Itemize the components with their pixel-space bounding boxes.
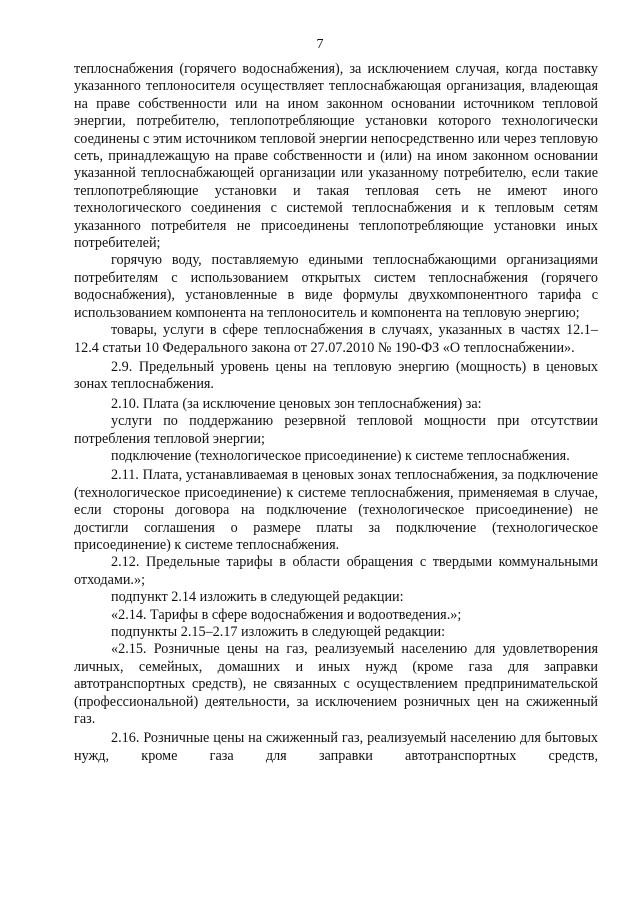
document-body — [74, 61, 598, 765]
paragraph-reserve-capacity: услуги по поддержанию резервной тепловой мощности при отсутствии потребления тепловой энергии; — [74, 413, 598, 447]
paragraph-heat-carrier-continuation: теплоснабжения (горячего водоснабжения), за исключением случая, когда поставку указанного теплоносителя осуществляет теплоснабжающая организация, владеющая на праве собственности или на ином законном основании источником тепловой энергии, потребителю, теплопотребляющие установки которого технологически соединены с этим источником тепловой энергии непосредственно или через тепловую сеть, принадлежащую на праве собственности и (или) на ином законном основании указанной теплоснабжающей организации или указанному потребителю, если такие теплопотребляющие установки и такая тепловая сеть не имеют иного технологического соединения с системой теплоснабжения и к тепловым сетям указанного потребителя не присоединены теплопотребляющие установки иных потребителей; — [74, 61, 598, 252]
paragraph-goods-services: товары, услуги в сфере теплоснабжения в случаях, указанных в частях 12.1–12.4 статьи 10 Федерального закона от 27.07.2010 № 190-ФЗ «О теплоснабжении». — [74, 322, 598, 356]
paragraph-hot-water: горячую воду, поставляемую едиными теплоснабжающими организациями потребителям с использованием открытых систем теплоснабжения (горячего водоснабжения), установленные в виде формулы двухкомпонентного тарифа с использованием компонента на теплоноситель и компонента на тепловую энергию; — [74, 252, 598, 321]
paragraph-2-12: 2.12. Предельные тарифы в области обращения с твердыми коммунальными отходами.»; — [74, 554, 598, 588]
paragraph-2-16: 2.16. Розничные цены на сжиженный газ, реализуемый населению для бытовых нужд, кроме газа для заправки автотранспортных средств, — [74, 730, 598, 764]
paragraph-2-11: 2.11. Плата, устанавливаемая в ценовых зонах теплоснабжения, за подключение (технологическое присоединение) к системе теплоснабжения, применяемая в случае, если стороны договора на подключение (технологическое присоединение) не достигли соглашения о размере платы за подключение (технологическое присоединение) к системе теплоснабжения. — [74, 467, 598, 553]
paragraph-subitem-2-14-intro: подпункт 2.14 изложить в следующей редакции: — [111, 589, 404, 606]
paragraph-2-9: 2.9. Предельный уровень цены на тепловую энергию (мощность) в ценовых зонах теплоснабжения. — [74, 358, 598, 393]
paragraph-connection: подключение (технологическое присоединение) к системе теплоснабжения. — [111, 447, 570, 464]
paragraph-subitems-2-15-2-17-intro: подпункты 2.15–2.17 изложить в следующей редакции: — [111, 624, 446, 640]
paragraph-2-14: «2.14. Тарифы в сфере водоснабжения и водоотведения.»; — [111, 606, 462, 623]
paragraph-2-10: 2.10. Плата (за исключение ценовых зон теплоснабжения) за: — [111, 395, 482, 412]
page-number: 7 — [316, 37, 324, 52]
paragraph-2-15: «2.15. Розничные цены на газ, реализуемый населению для удовлетворения личных, семейных, домашних и иных нужд (кроме газа для заправки автотранспортных средств), не связанных с осуществлением предпринимательской (профессиональной) деятельности, за исключением розничных цен на сжиженный газ. — [74, 641, 598, 728]
